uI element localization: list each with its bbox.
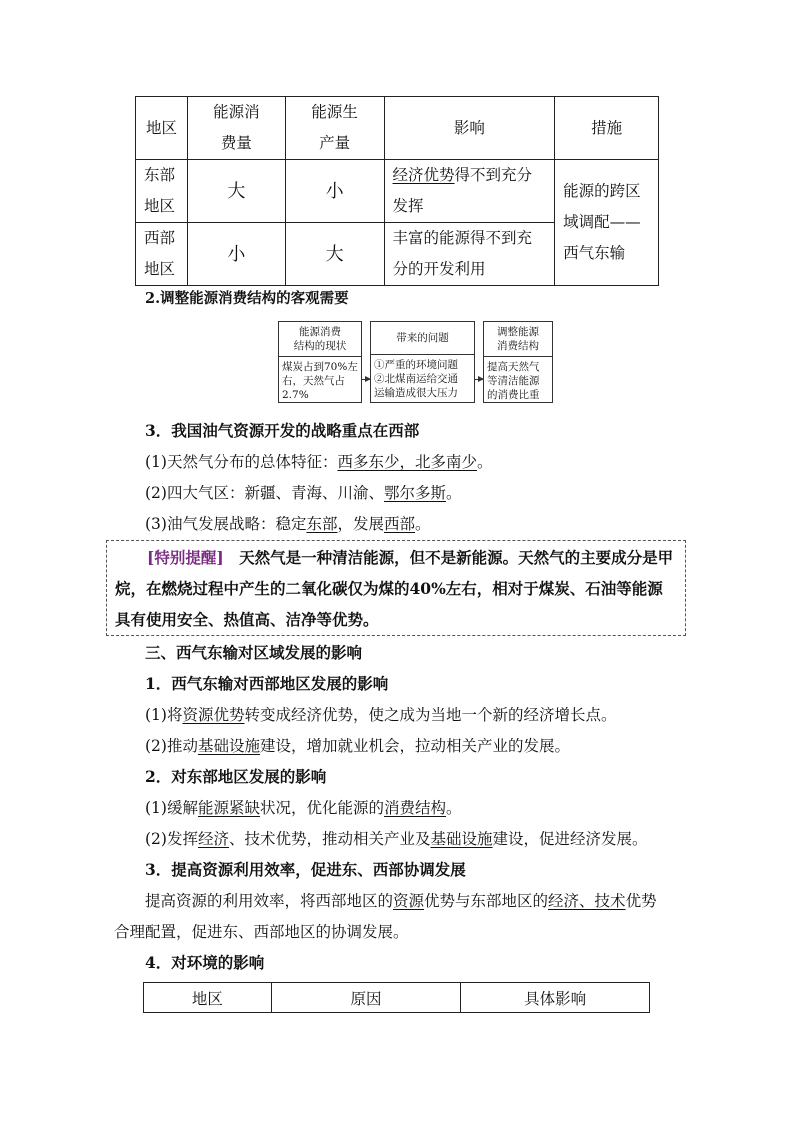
text: (1)将: [145, 706, 183, 724]
table-row: [136, 160, 659, 223]
flow-text: 右，天然气占: [282, 375, 345, 387]
table-header-row: [144, 983, 650, 1013]
arrow-icon: [361, 379, 370, 380]
underlined-answer: 鄂尔多斯: [383, 484, 446, 502]
text: 提高资源的利用效率，将西部地区的: [145, 892, 394, 910]
cell-production: 大: [285, 223, 384, 286]
flow-box-head: [484, 322, 552, 357]
cell-text: 丰富的能源得不到充: [392, 229, 533, 247]
flow-box-head: [371, 322, 474, 355]
text: 、技术优势，推动相关产业及: [228, 830, 431, 848]
note-line: [147, 546, 673, 568]
header-cause: 原因: [271, 983, 461, 1013]
cell-measure: [555, 160, 659, 286]
text: (2)发挥: [145, 830, 198, 848]
cell-text: 西部: [144, 229, 176, 247]
paragraph: [145, 827, 648, 849]
header-text: 能源消: [213, 103, 260, 121]
section-title: 2.调整能源消费结构的客观需要: [145, 290, 349, 307]
underlined-answer: 基础设施: [197, 737, 260, 755]
flow-box-body: [484, 357, 552, 405]
flow-text: 消费结构: [497, 340, 539, 352]
cell-text: 能源的跨区: [563, 182, 641, 200]
paragraph: [145, 889, 657, 911]
header-text: 产量: [319, 134, 351, 152]
cell-impact: [384, 160, 555, 223]
cell-consumption: 小: [187, 223, 285, 286]
cell-text: 得不到充分: [454, 166, 533, 184]
header-specific-impact: 具体影响: [461, 983, 650, 1013]
underlined-answer: 经济优势: [392, 166, 455, 184]
flow-box-problems: [370, 321, 475, 403]
text: 状况，优化能源的: [259, 799, 384, 817]
cell-region: [136, 223, 188, 286]
paragraph: [145, 512, 431, 534]
note-line: 烷，在燃烧过程中产生的二氧化碳仅为煤的40%左右，相对于煤炭、石油等能源: [115, 579, 663, 598]
cell-text: 域调配——: [563, 213, 641, 231]
flow-box-body: [371, 355, 474, 403]
header-text: 措施: [591, 118, 623, 137]
header-text: 能源生: [311, 103, 358, 121]
flow-text: 煤炭占到70%左: [282, 361, 358, 373]
special-note-box: [106, 540, 686, 636]
underlined-answer: 资源优势: [182, 706, 245, 724]
text: 建设，促进经济发展。: [492, 830, 648, 848]
flow-text: 提高天然气: [487, 361, 540, 373]
text: 优势与东部地区的: [424, 892, 549, 910]
text: 。: [445, 484, 462, 502]
text: 。: [446, 799, 462, 817]
text: 优势: [625, 892, 657, 910]
flow-box-adjust: [483, 321, 553, 403]
cell-production: 小: [285, 160, 384, 223]
text: (2)推动: [145, 737, 198, 755]
text: 转变成经济优势，使之成为当地一个新的经济增长点。: [244, 706, 617, 724]
paragraph: 合理配置，促进东、西部地区的协调发展。: [114, 923, 409, 941]
header-text: 费量: [220, 134, 252, 152]
text: (1)天然气分布的总体特征：: [145, 453, 338, 471]
underlined-answer: 能源紧缺: [197, 799, 260, 817]
paragraph: [145, 703, 617, 725]
flow-text: 结构的现状: [293, 340, 347, 352]
cell-text: 地区: [144, 260, 176, 278]
flow-box-current: [278, 321, 362, 403]
underlined-answer: 资源: [393, 892, 425, 910]
flow-text: 运输造成很大压力: [374, 387, 458, 399]
environment-table: [143, 982, 650, 1013]
note-line: 具有使用安全、热值高、洁净等优势。: [115, 610, 379, 629]
flow-text: ①严重的环境问题: [374, 359, 458, 371]
paragraph: [145, 481, 462, 503]
paragraph: [145, 796, 462, 818]
flow-text: 能源消费: [299, 326, 341, 338]
underlined-answer: 西部: [384, 515, 416, 533]
flow-text: 带来的问题: [396, 332, 449, 344]
section-title: 2．对东部地区发展的影响: [145, 767, 327, 786]
flow-box-body: [279, 357, 361, 405]
section-title: 3．我国油气资源开发的战略重点在西部: [145, 421, 420, 440]
underlined-answer: 东部: [306, 515, 338, 533]
underlined-answer: 基础设施: [430, 830, 493, 848]
flow-box-head: [279, 322, 361, 357]
underlined-answer: 西多东少，北多南少: [337, 453, 477, 471]
note-tag: [特别提醒]: [147, 548, 224, 567]
text: 建设，增加就业机会，拉动相关产业的发展。: [259, 737, 570, 755]
cell-region: [136, 160, 188, 223]
section-title: 4．对环境的影响: [145, 953, 265, 972]
text: (3)油气发展战略：稳定: [145, 515, 307, 533]
section-title: 3．提高资源利用效率，促进东、西部协调发展: [145, 860, 466, 879]
paragraph: [145, 450, 493, 472]
header-region: 地区: [144, 983, 272, 1013]
text: (1)缓解: [145, 799, 198, 817]
header-impact: [384, 97, 555, 160]
header-text: 影响: [453, 118, 485, 137]
energy-table: [135, 96, 659, 286]
cell-text: 地区: [144, 197, 176, 215]
section-title: 1．西气东输对西部地区发展的影响: [145, 674, 389, 693]
cell-text: 东部: [144, 166, 176, 184]
cell-text: 西气东输: [563, 244, 626, 262]
cell-text: 发挥: [392, 197, 424, 215]
flow-text: 调整能源: [497, 326, 539, 338]
underlined-answer: 经济: [197, 830, 229, 848]
header-measure: [555, 97, 659, 160]
text: 天然气是一种清洁能源，但不是新能源。天然气的主要成分是甲: [223, 548, 674, 567]
header-region: [136, 97, 188, 160]
cell-consumption: 大: [187, 160, 285, 223]
header-consumption: [187, 97, 285, 160]
flow-text: 的消费比重: [487, 389, 540, 401]
flow-text: 等清洁能源: [487, 375, 540, 387]
flow-text: ②北煤南运给交通: [374, 373, 458, 385]
flow-text: 2.7%: [282, 389, 309, 401]
text: (2)四大气区：新疆、青海、川渝、: [145, 484, 384, 502]
cell-text: 分的开发利用: [392, 260, 486, 278]
header-production: [285, 97, 384, 160]
table-header-row: [136, 97, 659, 160]
text: 。: [476, 453, 493, 471]
text: ，发展: [337, 515, 384, 533]
chapter-title: 三、西气东输对区域发展的影响: [145, 643, 363, 662]
cell-impact: [384, 223, 555, 286]
header-text: 地区: [145, 118, 177, 137]
underlined-answer: 消费结构: [384, 799, 447, 817]
paragraph: [145, 734, 570, 756]
text: 。: [415, 515, 431, 533]
arrow-icon: [474, 379, 483, 380]
underlined-answer: 经济、技术: [548, 892, 626, 910]
